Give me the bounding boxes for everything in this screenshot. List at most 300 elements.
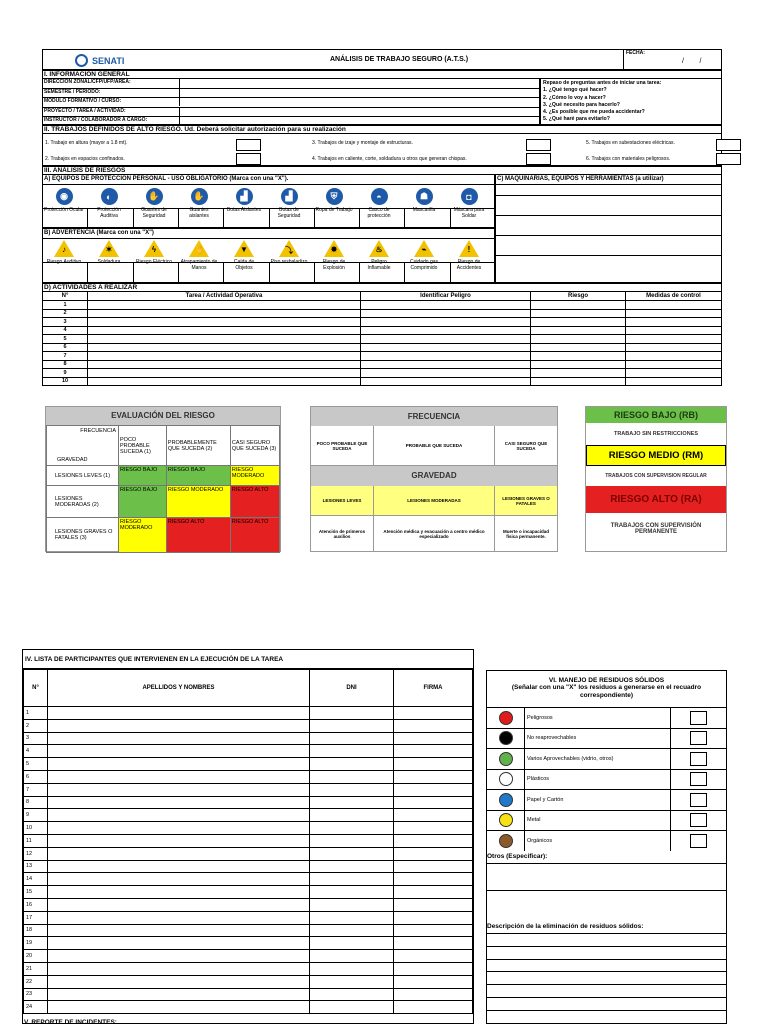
ppe-label: Máscara para Soldar — [453, 207, 485, 219]
col-task: Tarea / Actividad Operativa — [88, 292, 361, 301]
participant-cell[interactable] — [394, 745, 473, 758]
waste-color-icon — [499, 731, 513, 745]
ppe-item[interactable] — [449, 188, 489, 219]
table-row — [43, 369, 722, 378]
severity-desc: Atención médica y evacuación a centro médico especializado — [374, 516, 495, 551]
warning-title: B) ADVERTENCIA (Marca con una "X") — [43, 229, 494, 239]
participant-row — [24, 834, 473, 847]
participant-cell[interactable] — [310, 860, 394, 873]
senati-logo-icon — [75, 54, 88, 67]
waste-color-icon — [499, 834, 513, 848]
waste-checkbox[interactable] — [690, 813, 707, 827]
participant-cell[interactable] — [310, 911, 394, 924]
activity-cell[interactable] — [531, 352, 626, 361]
warning-label: Cuidado gas Comprimido — [409, 259, 439, 271]
participant-cell[interactable] — [310, 758, 394, 771]
activity-cell[interactable] — [626, 301, 722, 310]
ppe-item[interactable] — [404, 188, 444, 213]
section-risk-analysis-title: III. ANÁLISIS DE RIESGOS — [42, 166, 722, 174]
participant-row — [24, 758, 473, 771]
activity-cell[interactable] — [531, 343, 626, 352]
activity-cell[interactable] — [361, 360, 531, 369]
high-risk-checkbox[interactable] — [236, 139, 261, 151]
ppe-item[interactable] — [269, 188, 309, 219]
waste-block — [486, 670, 727, 1024]
activity-cell[interactable] — [88, 318, 361, 327]
waste-item — [487, 810, 726, 831]
falling-objects-warning-icon: ▼ — [234, 240, 254, 257]
participant-cell[interactable] — [394, 1001, 473, 1014]
participant-cell[interactable] — [48, 860, 310, 873]
participant-row — [24, 937, 473, 950]
participant-number: 18 — [24, 924, 48, 937]
participant-cell[interactable] — [394, 962, 473, 975]
participant-cell[interactable] — [48, 732, 310, 745]
info-field[interactable] — [43, 88, 539, 97]
activity-cell[interactable] — [88, 343, 361, 352]
participant-cell[interactable] — [394, 886, 473, 899]
activity-cell[interactable] — [626, 343, 722, 352]
participant-row — [24, 719, 473, 732]
ppe-item[interactable] — [359, 188, 399, 219]
warning-label: Peligro Inflamable — [367, 259, 391, 271]
participant-cell[interactable] — [394, 898, 473, 911]
activity-cell[interactable] — [626, 335, 722, 344]
participant-row — [24, 732, 473, 745]
participant-cell[interactable] — [394, 911, 473, 924]
ppe-label: Casco de protección — [367, 207, 391, 219]
ppe-label: Guantes de Seguridad — [141, 207, 167, 219]
severity-desc: Muerte o incapacidad física permanente. — [502, 528, 549, 539]
participant-cell[interactable] — [48, 783, 310, 796]
participant-row — [24, 886, 473, 899]
activity-cell[interactable] — [626, 318, 722, 327]
general-info-fields — [42, 78, 540, 125]
activity-cell[interactable] — [88, 352, 361, 361]
section-high-risk-title: II. TRABAJOS DEFINIDOS DE ALTO RIESGO. Ud. Deberá solicitar autorización para su realización — [42, 125, 722, 133]
participant-cell[interactable] — [310, 898, 394, 911]
participant-cell[interactable] — [48, 937, 310, 950]
participant-cell[interactable] — [394, 975, 473, 988]
waste-description-line[interactable] — [487, 984, 726, 997]
matrix-severity-label: GRAVEDAD — [57, 457, 88, 463]
waste-label: Varios Aprovechables (vidrio, otros) — [527, 755, 614, 762]
participant-cell[interactable] — [48, 988, 310, 1001]
activity-cell[interactable] — [88, 377, 361, 386]
waste-description-line[interactable] — [487, 1023, 726, 1035]
high-risk-checkbox[interactable] — [716, 139, 741, 151]
info-field-label: INSTRUCTOR / COLABORADOR A CARGO: — [44, 116, 148, 123]
matrix-cell: RIESGO ALTO — [230, 518, 279, 553]
activity-cell[interactable] — [626, 360, 722, 369]
table-row — [43, 377, 722, 386]
participant-number: 17 — [24, 911, 48, 924]
ppe-item[interactable] — [314, 188, 354, 213]
waste-label: Plásticos — [527, 776, 550, 783]
waste-checkbox[interactable] — [690, 752, 707, 766]
matrix-row-label: LESIONES MODERADAS (2) — [47, 486, 119, 518]
ppe-item[interactable] — [179, 188, 219, 219]
info-field[interactable] — [43, 79, 539, 88]
participant-cell[interactable] — [394, 924, 473, 937]
ppe-label: Ropa de Trabajo — [315, 207, 353, 213]
legend-low-desc: TRABAJO SIN RESTRICCIONES — [613, 431, 699, 437]
activity-cell[interactable] — [531, 318, 626, 327]
high-risk-checkbox[interactable] — [526, 153, 551, 165]
activity-cell[interactable] — [361, 377, 531, 386]
activity-cell[interactable] — [88, 369, 361, 378]
question-line: 2. ¿Cómo lo voy a hacer? — [543, 94, 606, 101]
participant-number: 19 — [24, 937, 48, 950]
warning-item[interactable] — [450, 240, 488, 271]
explosion-warning-icon: ✸ — [324, 240, 344, 257]
participant-cell[interactable] — [48, 745, 310, 758]
participant-number: 23 — [24, 988, 48, 1001]
participant-cell[interactable] — [310, 822, 394, 835]
participants-table — [23, 669, 473, 1014]
participant-cell[interactable] — [394, 796, 473, 809]
participant-cell[interactable] — [48, 770, 310, 783]
earmuff-icon: ◐ — [101, 188, 118, 205]
col-hazard: Identificar Peligro — [361, 292, 531, 301]
boots-icon: ▟ — [236, 188, 253, 205]
info-field[interactable] — [43, 116, 539, 125]
activity-cell[interactable] — [361, 301, 531, 310]
participant-cell[interactable] — [48, 834, 310, 847]
participant-col-name: APELLIDOS Y NOMBRES — [48, 670, 310, 707]
activity-cell[interactable] — [361, 369, 531, 378]
table-row — [43, 360, 722, 369]
info-field-label: PROYECTO / TAREA / ACTIVIDAD: — [44, 107, 126, 114]
matrix-col-3: CASI SEGURO QUE SUCEDA (3) — [230, 426, 279, 466]
machinery-title: C) MAQUINARIAS, EQUIPOS Y HERRAMIENTAS (a utilizar) — [496, 175, 721, 185]
activity-cell[interactable] — [88, 301, 361, 310]
participant-row — [24, 873, 473, 886]
participant-cell[interactable] — [48, 950, 310, 963]
goggles-icon: ◉ — [56, 188, 73, 205]
warning-item[interactable] — [315, 240, 353, 271]
severity-desc: Atención de primeros auxilios — [311, 516, 374, 551]
participant-cell[interactable] — [310, 796, 394, 809]
activity-cell[interactable] — [361, 335, 531, 344]
frequency-severity-table — [310, 406, 558, 552]
high-risk-checkbox[interactable] — [526, 139, 551, 151]
accident-warning-icon: ! — [459, 240, 479, 257]
participant-cell[interactable] — [48, 898, 310, 911]
logo — [75, 54, 124, 67]
ppe-label: Protección Auditiva — [97, 207, 121, 219]
high-risk-items — [42, 133, 722, 166]
warning-label: Riesgo de Accidentes — [456, 259, 482, 271]
warning-item[interactable] — [225, 240, 263, 271]
waste-item — [487, 748, 726, 769]
participant-cell[interactable] — [310, 719, 394, 732]
participant-cell[interactable] — [394, 809, 473, 822]
risk-evaluation-matrix — [45, 406, 281, 552]
waste-color-icon — [499, 813, 513, 827]
ppe-label: Botas de Seguridad — [277, 207, 301, 219]
ppe-item[interactable] — [89, 188, 129, 219]
participant-cell[interactable] — [48, 719, 310, 732]
waste-checkbox[interactable] — [690, 772, 707, 786]
flammable-warning-icon: ♨ — [369, 240, 389, 257]
activity-cell[interactable] — [361, 318, 531, 327]
question-line: Repaso de preguntas antes de iniciar una tarea: — [543, 80, 662, 86]
matrix-cell: RIESGO ALTO — [230, 486, 279, 518]
activity-cell[interactable] — [531, 326, 626, 335]
participant-cell[interactable] — [310, 745, 394, 758]
waste-description-line[interactable] — [487, 997, 726, 1010]
participant-cell[interactable] — [394, 822, 473, 835]
waste-title: VI. MANEJO DE RESIDUOS SÓLIDOS — [548, 677, 665, 684]
activity-cell[interactable] — [531, 309, 626, 318]
ppe-label: Guantes aislantes — [189, 207, 209, 219]
date-value: / / — [682, 58, 702, 65]
ppe-title: A) EQUIPOS DE PROTECCIÓN PERSONAL - USO OBLIGATORIO (Marca con una "X"). — [43, 175, 494, 185]
participant-number: 3 — [24, 732, 48, 745]
high-risk-item-label: 3. Trabajos de izaje y montaje de estructuras. — [312, 140, 413, 146]
participant-cell[interactable] — [394, 873, 473, 886]
row-number: 9 — [43, 369, 88, 378]
participant-number: 4 — [24, 745, 48, 758]
welding-warning-icon: ✶ — [99, 240, 119, 257]
matrix-cell: RIESGO MODERADO — [119, 518, 167, 553]
participant-cell[interactable] — [310, 873, 394, 886]
row-number: 5 — [43, 335, 88, 344]
participant-cell[interactable] — [48, 924, 310, 937]
participant-number: 14 — [24, 873, 48, 886]
participant-cell[interactable] — [48, 873, 310, 886]
activity-cell[interactable] — [531, 360, 626, 369]
warning-item[interactable] — [180, 240, 218, 271]
waste-item — [487, 728, 726, 749]
waste-subtitle: (Señalar con una "X" los residuos a generarse en el recuadro correspondiente) — [511, 684, 702, 699]
participant-cell[interactable] — [48, 707, 310, 720]
activity-cell[interactable] — [361, 343, 531, 352]
activity-cell[interactable] — [626, 309, 722, 318]
header — [42, 49, 722, 70]
participant-cell[interactable] — [48, 1001, 310, 1014]
info-field[interactable] — [43, 97, 539, 106]
high-risk-checkbox[interactable] — [716, 153, 741, 165]
participant-cell[interactable] — [310, 886, 394, 899]
participant-cell[interactable] — [394, 950, 473, 963]
participant-cell[interactable] — [310, 732, 394, 745]
activity-cell[interactable] — [626, 369, 722, 378]
date-box[interactable] — [623, 49, 723, 70]
helmet-icon: ◓ — [371, 188, 388, 205]
activity-cell[interactable] — [626, 326, 722, 335]
participant-cell[interactable] — [394, 770, 473, 783]
participant-number: 5 — [24, 758, 48, 771]
activity-cell[interactable] — [531, 335, 626, 344]
table-row — [43, 343, 722, 352]
participant-cell[interactable] — [310, 834, 394, 847]
participant-number: 10 — [24, 822, 48, 835]
participant-number: 21 — [24, 962, 48, 975]
participant-cell[interactable] — [394, 988, 473, 1001]
warning-label: Riesgo Auditivo — [46, 259, 82, 265]
activity-cell[interactable] — [88, 335, 361, 344]
compressed-gas-warning-icon: ⌁ — [414, 240, 434, 257]
waste-description-line[interactable] — [487, 933, 726, 946]
participant-cell[interactable] — [394, 719, 473, 732]
severity-col: LESIONES GRAVES O FATALES — [495, 486, 557, 515]
activity-cell[interactable] — [626, 352, 722, 361]
waste-color-icon — [499, 772, 513, 786]
participant-cell[interactable] — [394, 834, 473, 847]
waste-item — [487, 707, 726, 728]
participant-cell[interactable] — [310, 924, 394, 937]
participant-row — [24, 950, 473, 963]
matrix-row-label: LESIONES LEVES (1) — [47, 466, 119, 486]
waste-description-line[interactable] — [487, 1010, 726, 1023]
question-line: 4. ¿Es posible que me pueda accidentar? — [543, 109, 645, 116]
activity-cell[interactable] — [88, 309, 361, 318]
participant-number: 24 — [24, 1001, 48, 1014]
high-risk-item-label: 6. Trabajos con materiales peligrosos. — [586, 156, 671, 162]
participant-cell[interactable] — [48, 796, 310, 809]
table-row — [43, 318, 722, 327]
waste-checkbox[interactable] — [690, 793, 707, 807]
matrix-col-2: PROBABLEMENTE QUE SUCEDA (2) — [166, 426, 230, 466]
waste-description-line[interactable] — [487, 959, 726, 972]
participant-number: 9 — [24, 809, 48, 822]
matrix-row-label: LESIONES GRAVES O FATALES (3) — [47, 518, 119, 553]
waste-other-label: Otros (Especificar): — [487, 853, 548, 860]
participant-cell[interactable] — [48, 822, 310, 835]
form-title: ANÁLISIS DE TRABAJO SEGURO (A.T.S.) — [330, 56, 469, 63]
participant-number: 12 — [24, 847, 48, 860]
participant-row — [24, 809, 473, 822]
evaluation-title: EVALUACIÓN DEL RIESGO — [46, 407, 280, 425]
high-risk-item-label: 2. Trabajos en espacios confinados. — [45, 156, 125, 162]
waste-description-line[interactable] — [487, 971, 726, 984]
info-field-label: DIRECCION ZONAL/CFP/UFP/ÁREA: — [44, 79, 131, 85]
info-field-label: SEMESTRE / PERIODO: — [44, 89, 101, 96]
entrapment-warning-icon: ✋ — [189, 240, 209, 257]
participant-cell[interactable] — [394, 758, 473, 771]
participant-cell[interactable] — [310, 937, 394, 950]
activity-cell[interactable] — [626, 377, 722, 386]
table-row — [43, 326, 722, 335]
participant-row — [24, 707, 473, 720]
participant-cell[interactable] — [310, 783, 394, 796]
row-number: 6 — [43, 343, 88, 352]
row-number: 10 — [43, 377, 88, 386]
participant-row — [24, 1001, 473, 1014]
warning-label: Atrapamiento de Manos — [180, 259, 218, 271]
pre-task-questions — [540, 78, 722, 125]
waste-description-label: Descripción de la eliminación de residuos sólidos: — [487, 923, 644, 930]
legend-high: RIESGO ALTO (RA) — [586, 486, 726, 513]
high-risk-item-label: 4. Trabajos en caliente, corte, soldadura u otros que generan chispas. — [312, 156, 467, 162]
ppe-item[interactable] — [134, 188, 174, 219]
ppe-item[interactable] — [44, 188, 84, 213]
ppe-item[interactable] — [224, 188, 264, 213]
ppe-label: Mascarilla — [412, 207, 436, 213]
participant-col-dni: DNI — [310, 670, 394, 707]
waste-checkbox[interactable] — [690, 834, 707, 848]
machinery-block — [495, 174, 722, 283]
risk-legend — [585, 406, 727, 552]
participant-cell[interactable] — [310, 988, 394, 1001]
activity-cell[interactable] — [88, 360, 361, 369]
participant-cell[interactable] — [394, 937, 473, 950]
col-num: N° — [43, 292, 88, 301]
participant-number: 11 — [24, 834, 48, 847]
info-field-label: MÓDULO FORMATIVO / CURSO: — [44, 98, 122, 105]
waste-description-line[interactable] — [487, 946, 726, 959]
waste-checkbox[interactable] — [690, 711, 707, 725]
participant-cell[interactable] — [310, 847, 394, 860]
table-row — [43, 352, 722, 361]
waste-other-field[interactable] — [487, 863, 726, 891]
high-risk-checkbox[interactable] — [236, 153, 261, 165]
participant-cell[interactable] — [48, 975, 310, 988]
info-field[interactable] — [43, 107, 539, 116]
activity-cell[interactable] — [361, 309, 531, 318]
col-control: Medidas de control — [626, 292, 722, 301]
matrix-cell: RIESGO MODERADO — [230, 466, 279, 486]
participant-cell[interactable] — [48, 809, 310, 822]
high-risk-item-label: 5. Trabajos en subestaciones eléctricas. — [586, 140, 675, 146]
participant-cell[interactable] — [394, 732, 473, 745]
high-risk-item-label: 1. Trabajo en altura (mayor a 1.8 mt). — [45, 140, 128, 146]
noise-warning-icon: ♪ — [54, 240, 74, 257]
activity-cell[interactable] — [531, 301, 626, 310]
participant-cell[interactable] — [394, 860, 473, 873]
participants-title: IV. LISTA DE PARTICIPANTES QUE INTERVIENEN EN LA EJECUCIÓN DE LA TAREA — [23, 650, 473, 669]
participant-row — [24, 962, 473, 975]
participant-cell[interactable] — [394, 847, 473, 860]
warning-label: Piso resbaladizo — [270, 259, 308, 265]
activity-cell[interactable] — [361, 352, 531, 361]
participant-cell[interactable] — [310, 707, 394, 720]
activity-cell[interactable] — [531, 377, 626, 386]
participant-col-num: N° — [24, 670, 48, 707]
matrix-cell: RIESGO BAJO — [119, 486, 167, 518]
participant-cell[interactable] — [48, 962, 310, 975]
participant-cell[interactable] — [310, 809, 394, 822]
question-line: 3. ¿Qué necesito para hacerlo? — [543, 101, 620, 108]
participant-cell[interactable] — [48, 911, 310, 924]
participant-row — [24, 783, 473, 796]
frequency-col: CASI SEGURO QUE SUCEDA — [504, 440, 548, 451]
participant-cell[interactable] — [310, 950, 394, 963]
participant-cell[interactable] — [310, 975, 394, 988]
waste-checkbox[interactable] — [690, 731, 707, 745]
warning-item[interactable] — [360, 240, 398, 271]
warning-label: Soldadura — [97, 259, 121, 265]
activity-cell[interactable] — [531, 369, 626, 378]
participant-cell[interactable] — [310, 770, 394, 783]
participant-cell[interactable] — [310, 1001, 394, 1014]
warning-item[interactable] — [405, 240, 443, 271]
ppe-label: Botas Aislantes — [226, 207, 262, 213]
participant-cell[interactable] — [48, 758, 310, 771]
participant-cell[interactable] — [48, 886, 310, 899]
participant-cell[interactable] — [394, 707, 473, 720]
participant-cell[interactable] — [394, 783, 473, 796]
matrix-frequency-label: FRECUENCIA — [80, 428, 116, 434]
participant-cell[interactable] — [310, 962, 394, 975]
activity-cell[interactable] — [361, 326, 531, 335]
waste-color-icon — [499, 711, 513, 725]
activity-cell[interactable] — [88, 326, 361, 335]
insulated-gloves-icon: ✋ — [191, 188, 208, 205]
participant-cell[interactable] — [48, 847, 310, 860]
